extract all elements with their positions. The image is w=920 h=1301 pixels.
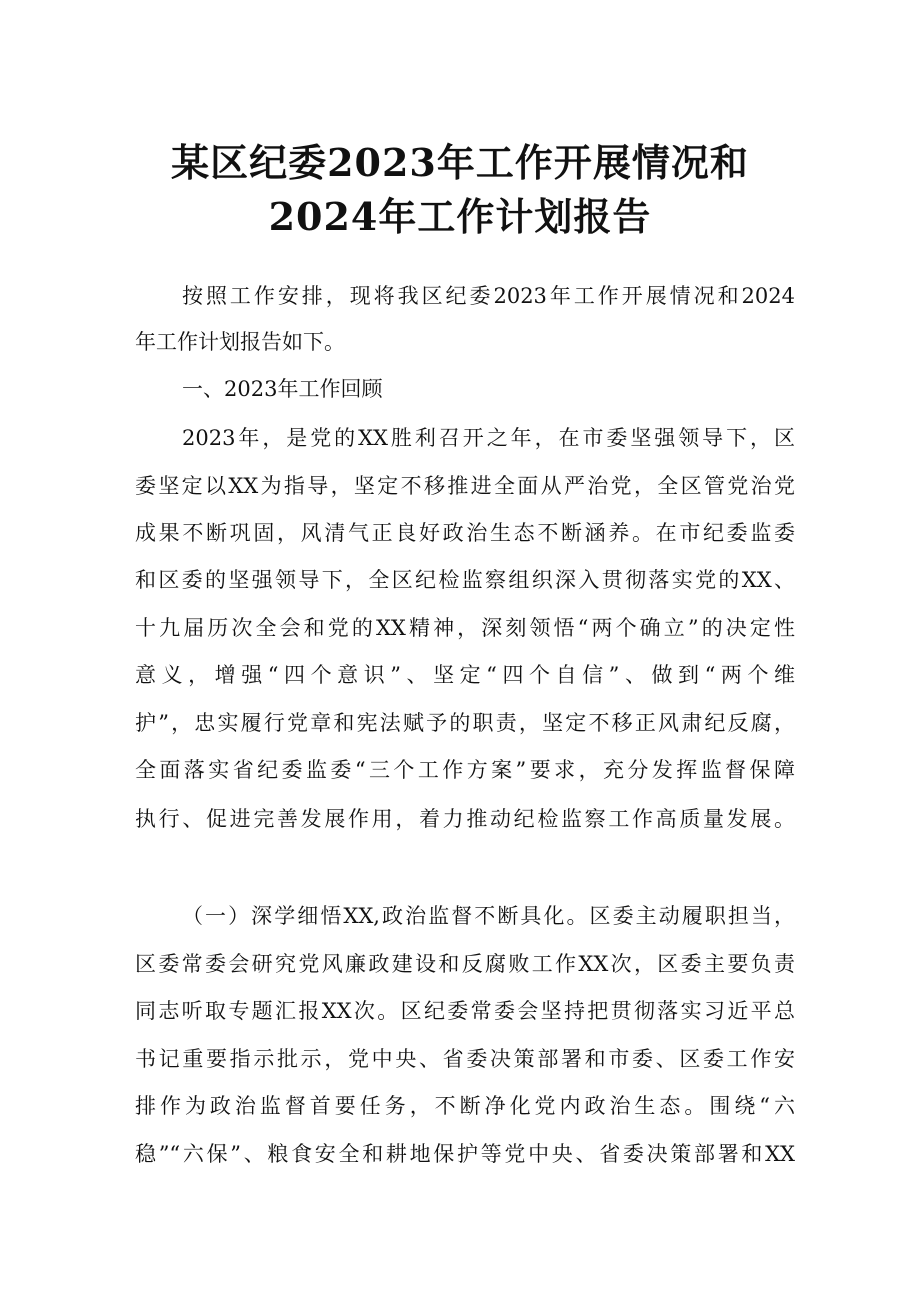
paragraph-line: （一）深学细悟XX,政治监督不断具化。区委主动履职担当， bbox=[182, 904, 795, 928]
document-title-line-1: 某区纪委2023年工作开展情况和 bbox=[171, 140, 749, 185]
paragraph-line: 书记重要指示批示，党中央、省委决策部署和市委、区委工作安 bbox=[135, 1047, 795, 1071]
intro-line: 按照工作安排，现将我区纪委2023年工作开展情况和2024 bbox=[182, 284, 795, 308]
paragraph-line: 十九届历次全会和党的XX精神，深刻领悟“两个确立”的决定性 bbox=[135, 616, 795, 640]
paragraph-line: 全面落实省纪委监委“三个工作方案”要求，充分发挥监督保障 bbox=[135, 758, 795, 782]
paragraph-line: 委坚定以XX为指导，坚定不移推进全面从严治党，全区管党治党 bbox=[135, 474, 795, 498]
paragraph-line: 执行、促进完善发展作用，着力推动纪检监察工作高质量发展。 bbox=[135, 807, 795, 831]
section-heading: 一、2023年工作回顾 bbox=[182, 377, 383, 401]
document-title-line-2: 2024年工作计划报告 bbox=[268, 194, 652, 239]
paragraph-line: 2023年，是党的XX胜利召开之年，在市委坚强领导下，区 bbox=[182, 426, 795, 450]
paragraph-line: 稳”“六保”、粮食安全和耕地保护等党中央、省委决策部署和XX bbox=[135, 1142, 795, 1166]
paragraph-line: 意义，增强“四个意识”、坚定“四个自信”、做到“两个维 bbox=[135, 663, 795, 687]
paragraph-line: 和区委的坚强领导下，全区纪检监察组织深入贯彻落实党的XX、 bbox=[135, 568, 795, 592]
paragraph-line: 同志听取专题汇报XX次。区纪委常委会坚持把贯彻落实习近平总 bbox=[135, 999, 795, 1023]
paragraph-line: 成果不断巩固，风清气正良好政治生态不断涵养。在市纪委监委 bbox=[135, 521, 795, 545]
intro-line: 年工作计划报告如下。 bbox=[135, 330, 345, 354]
paragraph-line: 排作为政治监督首要任务，不断净化党内政治生态。围绕“六 bbox=[135, 1094, 795, 1118]
paragraph-line: 护”，忠实履行党章和宪法赋予的职责，坚定不移正风肃纪反腐， bbox=[135, 711, 795, 735]
paragraph-line: 区委常委会研究党风廉政建设和反腐败工作XX次，区委主要负责 bbox=[135, 952, 795, 976]
